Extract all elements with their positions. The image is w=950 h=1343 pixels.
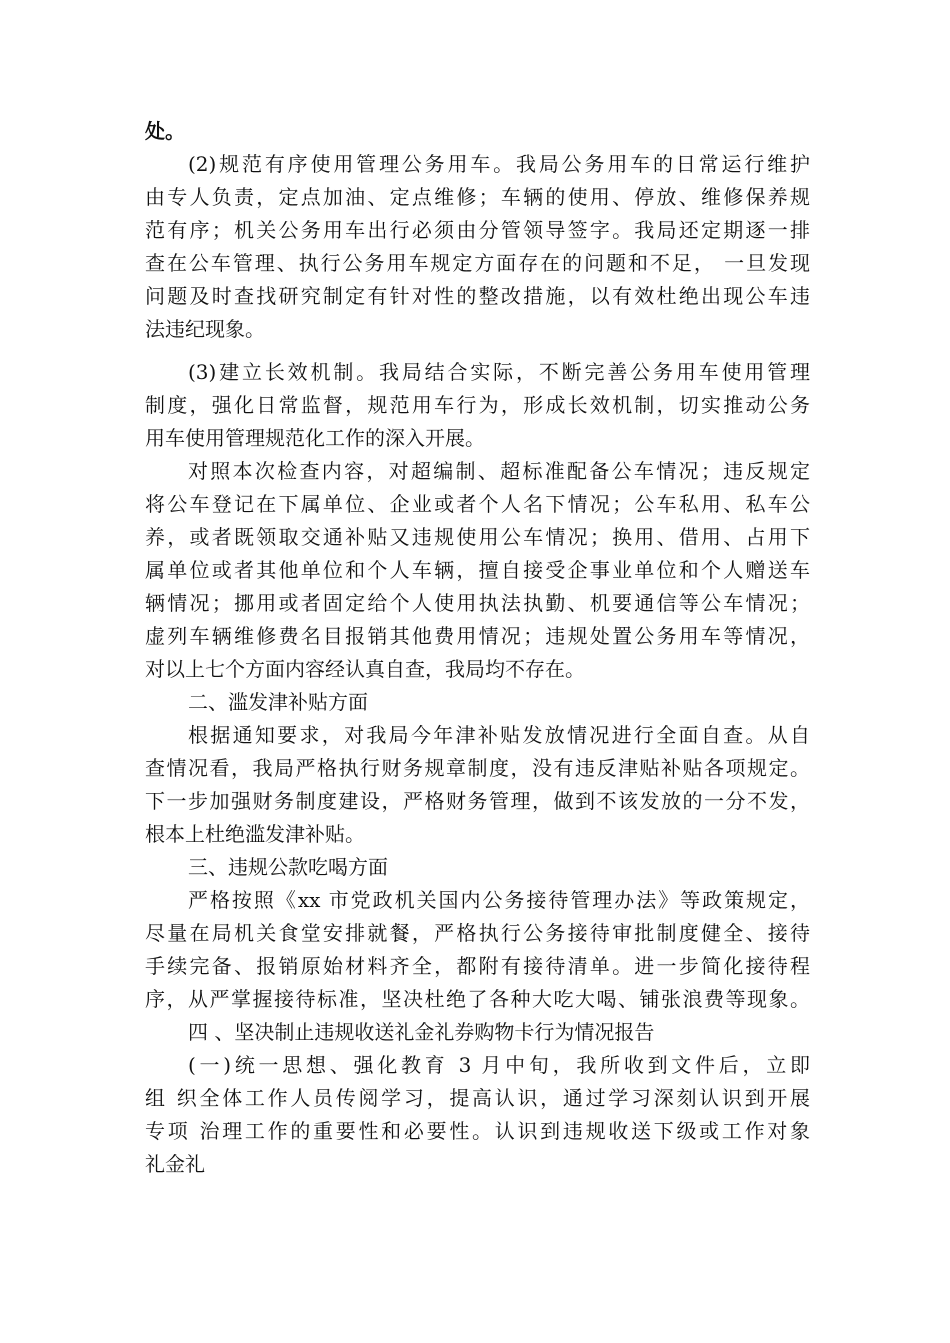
text-line: 范有序；机关公务用车出行必须由分管领导签字。我局还定期逐一排 xyxy=(145,218,810,242)
text-line: 专项 治理工作的重要性和必要性。认识到违规收送下级或工作对象 xyxy=(145,1119,810,1143)
text-line: (3)建立长效机制。我局结合实际，不断完善公务用车使用管理 xyxy=(188,360,810,384)
text-line: 处。 xyxy=(145,119,185,143)
text-line: 法违纪现象。 xyxy=(145,317,265,341)
text-line: (一)统一思想、强化教育 3 月中旬，我所收到文件后，立即 xyxy=(188,1053,810,1077)
text-line: 虚列车辆维修费名目报销其他费用情况；违规处置公务用车等情况， xyxy=(145,624,810,648)
text-line: 序，从严掌握接待标准，坚决杜绝了各种大吃大喝、铺张浪费等现象。 xyxy=(145,987,810,1011)
text-line: 组 织全体工作人员传阅学习，提高认识，通过学习深刻认识到开展 xyxy=(145,1086,810,1110)
text-line: 三、违规公款吃喝方面 xyxy=(188,855,388,879)
text-line: 问题及时查找研究制定有针对性的整改措施，以有效杜绝出现公车违 xyxy=(145,284,810,308)
text-line: 下一步加强财务制度建设，严格财务管理，做到不该发放的一分不发， xyxy=(145,789,810,813)
text-line: 由专人负责，定点加油、定点维修；车辆的使用、停放、维修保养规 xyxy=(145,185,810,209)
text-line: 尽量在局机关食堂安排就餐，严格执行公务接待审批制度健全、接待 xyxy=(145,921,810,945)
paragraph-gap xyxy=(145,346,810,356)
text-line: 对以上七个方面内容经认真自查，我局均不存在。 xyxy=(145,657,585,681)
text-line: 四 、坚决制止违规收送礼金礼券购物卡行为情况报告 xyxy=(188,1020,655,1044)
text-line: 养，或者既领取交通补贴又违规使用公车情况；换用、借用、占用下 xyxy=(145,525,810,549)
text-line: 根本上杜绝滥发津补贴。 xyxy=(145,822,365,846)
text-line: 辆情况；挪用或者固定给个人使用执法执勤、机要通信等公车情况； xyxy=(145,591,810,615)
text-line: 手续完备、报销原始材料齐全，都附有接待清单。进一步简化接待程 xyxy=(145,954,810,978)
text-line: 用车使用管理规范化工作的深入开展。 xyxy=(145,426,485,450)
text-line: 对照本次检查内容，对超编制、超标准配备公车情况；违反规定 xyxy=(188,459,810,483)
text-line: 将公车登记在下属单位、企业或者个人名下情况；公车私用、私车公 xyxy=(145,492,810,516)
text-line: 二、滥发津补贴方面 xyxy=(188,690,368,714)
text-line: 礼金礼 xyxy=(145,1152,205,1176)
text-line: 根据通知要求，对我局今年津补贴发放情况进行全面自查。从自 xyxy=(188,723,810,747)
document-body xyxy=(145,115,810,1181)
text-line: (2)规范有序使用管理公务用车。我局公务用车的日常运行维护 xyxy=(188,152,810,176)
text-line: 属单位或者其他单位和个人车辆，擅自接受企事业单位和个人赠送车 xyxy=(145,558,810,582)
text-line: 查情况看，我局严格执行财务规章制度，没有违反津贴补贴各项规定。 xyxy=(145,756,810,780)
text-line: 查在公车管理、执行公务用车规定方面存在的问题和不足， 一旦发现 xyxy=(145,251,810,275)
text-line: 制度，强化日常监督，规范用车行为，形成长效机制，切实推动公务 xyxy=(145,393,810,417)
text-line: 严格按照《xx 市党政机关国内公务接待管理办法》等政策规定， xyxy=(188,888,810,912)
